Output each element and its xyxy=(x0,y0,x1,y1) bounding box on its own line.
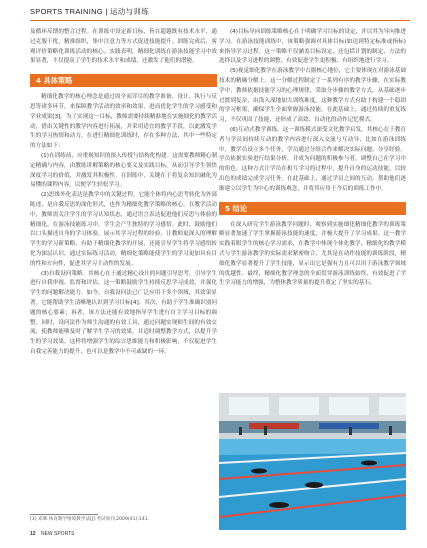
footnote: [3] 邓肇.体育教学情境教学法[J].考试周刊,2009(41):141. xyxy=(30,517,150,522)
page-header xyxy=(30,6,410,22)
magazine-name: NEW SPORTS xyxy=(40,531,75,537)
swimming-pool-photo xyxy=(219,393,406,530)
paragraph: (5)视觉细化教学在游泳教学中占据核心地位，它主要体现在对游泳基础技术的精确分解上。这一分解过程制定了一系列有序的教学步骤，在实际教学中，教师依据技能学习的心理规律，采取分步骤的教学方式，从基础逐步过渡到复杂，由浅入深地加大训练难度。这种教学方式有助于构建一个稳固的学习框架，确保学生全面掌握游泳技能。在此基础上，通过持续的重复练习，不仅巩固了技能，还形成了高效、自动化的动作记忆模式。 xyxy=(219,68,406,124)
page-footer xyxy=(30,531,74,537)
right-column xyxy=(219,28,406,289)
section-heading-strategies: 4 具体策略 xyxy=(30,74,217,87)
paragraph: (3)自我设问策略。其核心在于通过精心设计的问题引导思考，引导学生进行自我审视、监督和评估，这一策略鼓励学生持续反思学习成效，并强化学生的问题解决能力。如今，自我设问法已广泛应用于多个领域，其效果显著。它能帮助学生清晰地认识到学习目标[4]；其次，有助于学生准确识别问题的核心要素；再者，该方法还能有效地指导学生进行自主学习目标的调整。同时，设问法作为师生沟通的有效工具，通过问题实现师生间的有效交流，使教师能够及时了解学生学习的效果，并适时调整教学方式，以提升学生的学习效果。这样将增强学生的综合思维能力和积极影响，不仅促进学生自我完善能力的提升，也可以是教学中不可或缺的一环。 xyxy=(30,270,217,355)
left-column xyxy=(30,28,217,358)
page-number: 12 xyxy=(30,531,36,537)
paragraph: (6)互动式教学训练。这一训练模式深受文化教学启发，其核心在于教育者与学员间持续互动的教学内容进行深入交流与互动导，比如在游泳训练中，教学员设立多个任务，学员通过分组合作来解决实际问题、分享经验。学员依据实验进行结果分析，并成为问题的积极参与者，调整自己在学习中的角色。这种方式让学员在相互学习的过程中，提升自身的运动技能，以较出色的成绩完成学习任务。在此基础上，通过学员之间的互动，帮助他们逐渐建立以学生为中心的训练观念，并将其应用于今后的训练工作中。 xyxy=(219,126,406,192)
footnote-rule xyxy=(30,514,98,515)
conclusion-paragraph: 在深入研究学生游泳教学问题时，观察到实施细化精细化教学的训练策略显著加速了学生掌握游泳技能的速度，并极大提升了学习成果。这一教学实践着眼学生的核心学习需求，在教学中体现个体化教学，精细化的教学模式与学生游泳教学的实际需求紧密吻合，尤其是在动作技能的训练阶段，精细化教学显著提升了学生技能，显示出它是强有力且可以用于游泳教学领域的优越性。最终，精细化教学理念的全面贯穿游泳训练始终，有效促进了学生学习能力的增强，为整体教学质量的提升奠定了坚实的基石。 xyxy=(219,221,406,287)
paragraph: 精细化教学的核心理念是通过周全而详尽的教学准备、设计、执行与反思等诸多环节，来保障教学活动的效率和效果，进而优化学生的学习感受和学业成果[3]。为了实现这一目标，教师需要持续精准地在实施细化的教学活动，借由关键性的教学内容进行拓展，并采用适宜的教学手段，以此激发学生的学习热情和动力。在进行精细化训练时，存在多种方法，其中一些特定的方法如下： xyxy=(30,94,217,150)
paragraph: (4)目标导向训练策略核心在于明确学习目标的设定，并以其为导向推进学习。在游泳技能训练中，该策略强调对具体目标(如达到特定标准或指标)来指导学习过程。这一策略不仅涵盖目标设定，还包括计划的制定、方法的选择以及学习进程的调整，有效促进学生更积极、有组织地进行学习。 xyxy=(219,29,406,65)
section-heading-conclusion: 5 结论 xyxy=(219,202,406,215)
intro-paragraph: 及循环反馈的整合过程。在训练中设定新目标，旨在超越既有技术水平，通过克服干扰，精准组织，集中注意力等方式促进技能提升。训练完成后，客观评价策略化训练活动的核心。实践表明，精细化训练在游泳技能学习中效果显著，不仅提高了学生的技术水平和成绩，还激发了他们的潜能。 xyxy=(30,29,217,65)
header-rule xyxy=(30,20,410,21)
paragraph: (1)在训练前，应重视知识的深入传授与结构化构建。这需要教师精心制定精确与内容，由教练讲解策略的核心要义及实践目标，从而引导学生领悟深度学习的价值，并激发其积极性。在训练中，关键在于将复杂知识融化为易懂的课程内容，以便学生轻松学习。 xyxy=(30,152,217,189)
header-title: SPORTS TRAINING | 运动与训练 xyxy=(30,7,150,16)
paragraph: (2)思维外化表达是教学中的关键过程，它能个体将内心思考转化为外部陈述，是自我反思的深化形式，也作为精细化教学策略的核心。在教学活动中，教师需关注学生的学习认知状态，通过语言表达促进他们反思与体验的精细化。在游泳技能练习中，学生会产生独特的学习感悟。此时，鼓励他们以口头描述自身的学习体验，展示其学习过程的经验，让教师更深入的理解学生的学习新策略，有助于精细化教学的开展，还能引导学生将学习感悟转化为深层认识，通过实际练习活动，精细化策略能使学生的学习更加具有目的性和方向性，促进其学习主动性的发展。 xyxy=(30,192,217,267)
